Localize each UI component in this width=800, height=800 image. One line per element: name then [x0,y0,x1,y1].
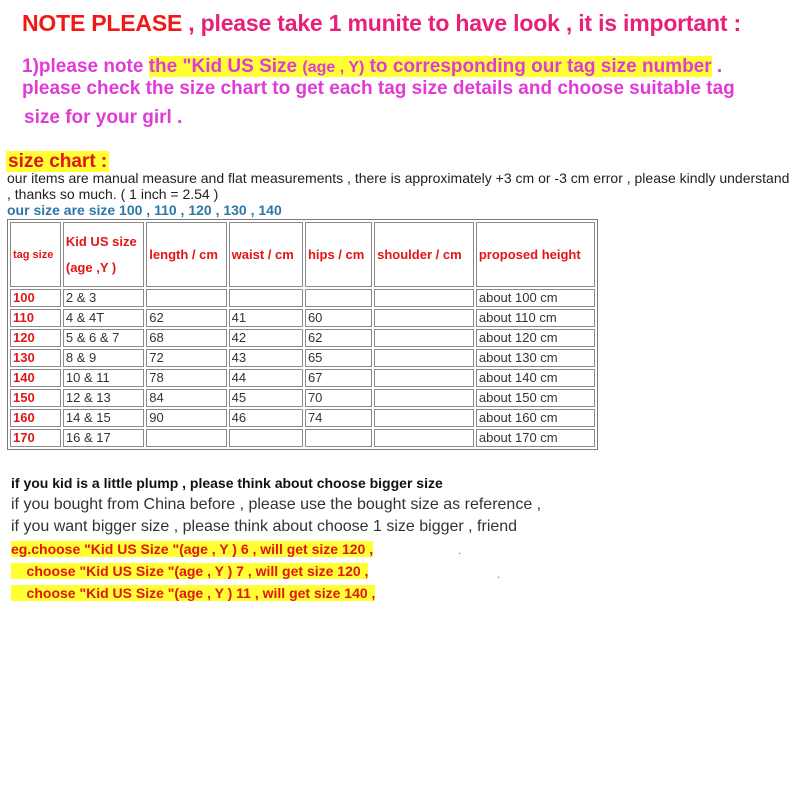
example-line-3: choose "Kid US Size "(age , Y ) 11 , will get size 140 , [11,585,376,601]
notice-header [22,10,741,37]
available-sizes: our size are size 100 , 110 , 120 , 130 , 140 [7,202,282,218]
note-line-1 [22,56,722,78]
size-chart-title: size chart : [8,151,108,172]
cell-height: about 150 cm [476,389,595,407]
table-row [10,369,595,387]
cell-length: 72 [146,349,226,367]
note-line-2: please check the size chart to get each tag size details and choose suitable tag [22,78,735,99]
cell-waist: 42 [229,329,303,347]
plump-advice: if you kid is a little plump , please think about choose bigger size [11,475,443,491]
cell-hips: 60 [305,309,372,327]
note-highlight-a: the "Kid US Size [148,56,303,77]
cell-hips: 67 [305,369,372,387]
cell-height: about 170 cm [476,429,595,447]
cell-kid: 4 & 4T [63,309,144,327]
cell-waist: 43 [229,349,303,367]
cell-kid: 10 & 11 [63,369,144,387]
cell-waist: 44 [229,369,303,387]
cell-waist [229,429,303,447]
cell-length: 68 [146,329,226,347]
stray-dot: . [497,567,501,581]
table-row [10,429,595,447]
cell-kid: 14 & 15 [63,409,144,427]
stray-dot: . [458,543,462,557]
note-highlight-small: (age , Y) [302,59,365,76]
table-row [10,349,595,367]
cell-length [146,429,226,447]
table-header-row [10,222,595,287]
header-proposed-height: proposed height [476,222,595,287]
cell-tag: 100 [10,289,61,307]
cell-shoulder [374,409,474,427]
cell-length: 84 [146,389,226,407]
header-waist: waist / cm [229,222,303,287]
cell-hips: 62 [305,329,372,347]
cell-length: 90 [146,409,226,427]
header-length: length / cm [146,222,226,287]
note-prefix: 1)please note [22,56,149,77]
table-row [10,309,595,327]
cell-waist: 46 [229,409,303,427]
cell-shoulder [374,429,474,447]
header-hips: hips / cm [305,222,372,287]
cell-length: 62 [146,309,226,327]
cell-shoulder [374,369,474,387]
cell-tag: 120 [10,329,61,347]
cell-tag: 110 [10,309,61,327]
note-line-3: size for your girl . [24,107,183,128]
china-advice: if you bought from China before , please use the bought size as reference , [11,496,542,513]
cell-tag: 150 [10,389,61,407]
size-chart-description: our items are manual measure and flat measurements , there is approximately +3 cm or -3 cm error , please kindly understand , thanks so much. ( 1 inch = 2.54 ) [7,170,790,202]
header-kid-us-size: Kid US size (age ,Y ) [63,222,144,287]
cell-shoulder [374,389,474,407]
notice-lead: NOTE PLEASE [22,10,183,36]
cell-height: about 110 cm [476,309,595,327]
table-row [10,329,595,347]
example-line-2: choose "Kid US Size "(age , Y ) 7 , will get size 120 , [11,563,369,579]
cell-kid: 2 & 3 [63,289,144,307]
cell-hips [305,429,372,447]
cell-kid: 5 & 6 & 7 [63,329,144,347]
notice-rest: , please take 1 munite to have look , it is important : [182,10,741,36]
cell-shoulder [374,289,474,307]
cell-shoulder [374,349,474,367]
cell-hips: 74 [305,409,372,427]
cell-hips: 70 [305,389,372,407]
cell-kid: 8 & 9 [63,349,144,367]
note-highlight [149,56,712,77]
table-row [10,289,595,307]
cell-tag: 130 [10,349,61,367]
cell-waist: 41 [229,309,303,327]
cell-shoulder [374,329,474,347]
cell-hips: 65 [305,349,372,367]
cell-tag: 170 [10,429,61,447]
table-row [10,389,595,407]
cell-kid: 12 & 13 [63,389,144,407]
table-row [10,409,595,427]
header-shoulder: shoulder / cm [374,222,474,287]
cell-height: about 160 cm [476,409,595,427]
cell-length [146,289,226,307]
note-suffix: . [711,56,723,77]
bigger-size-advice: if you want bigger size , please think about choose 1 size bigger , friend [11,518,518,535]
cell-waist [229,289,303,307]
cell-kid: 16 & 17 [63,429,144,447]
size-chart-table [7,219,598,450]
cell-shoulder [374,309,474,327]
cell-length: 78 [146,369,226,387]
example-line-1: eg.choose "Kid US Size "(age , Y ) 6 , will get size 120 , [11,541,374,557]
note-highlight-b: to corresponding our tag size number [364,56,712,77]
cell-tag: 160 [10,409,61,427]
cell-height: about 130 cm [476,349,595,367]
cell-height: about 100 cm [476,289,595,307]
cell-hips [305,289,372,307]
cell-waist: 45 [229,389,303,407]
cell-height: about 140 cm [476,369,595,387]
cell-height: about 120 cm [476,329,595,347]
header-tag-size: tag size [10,222,61,287]
cell-tag: 140 [10,369,61,387]
